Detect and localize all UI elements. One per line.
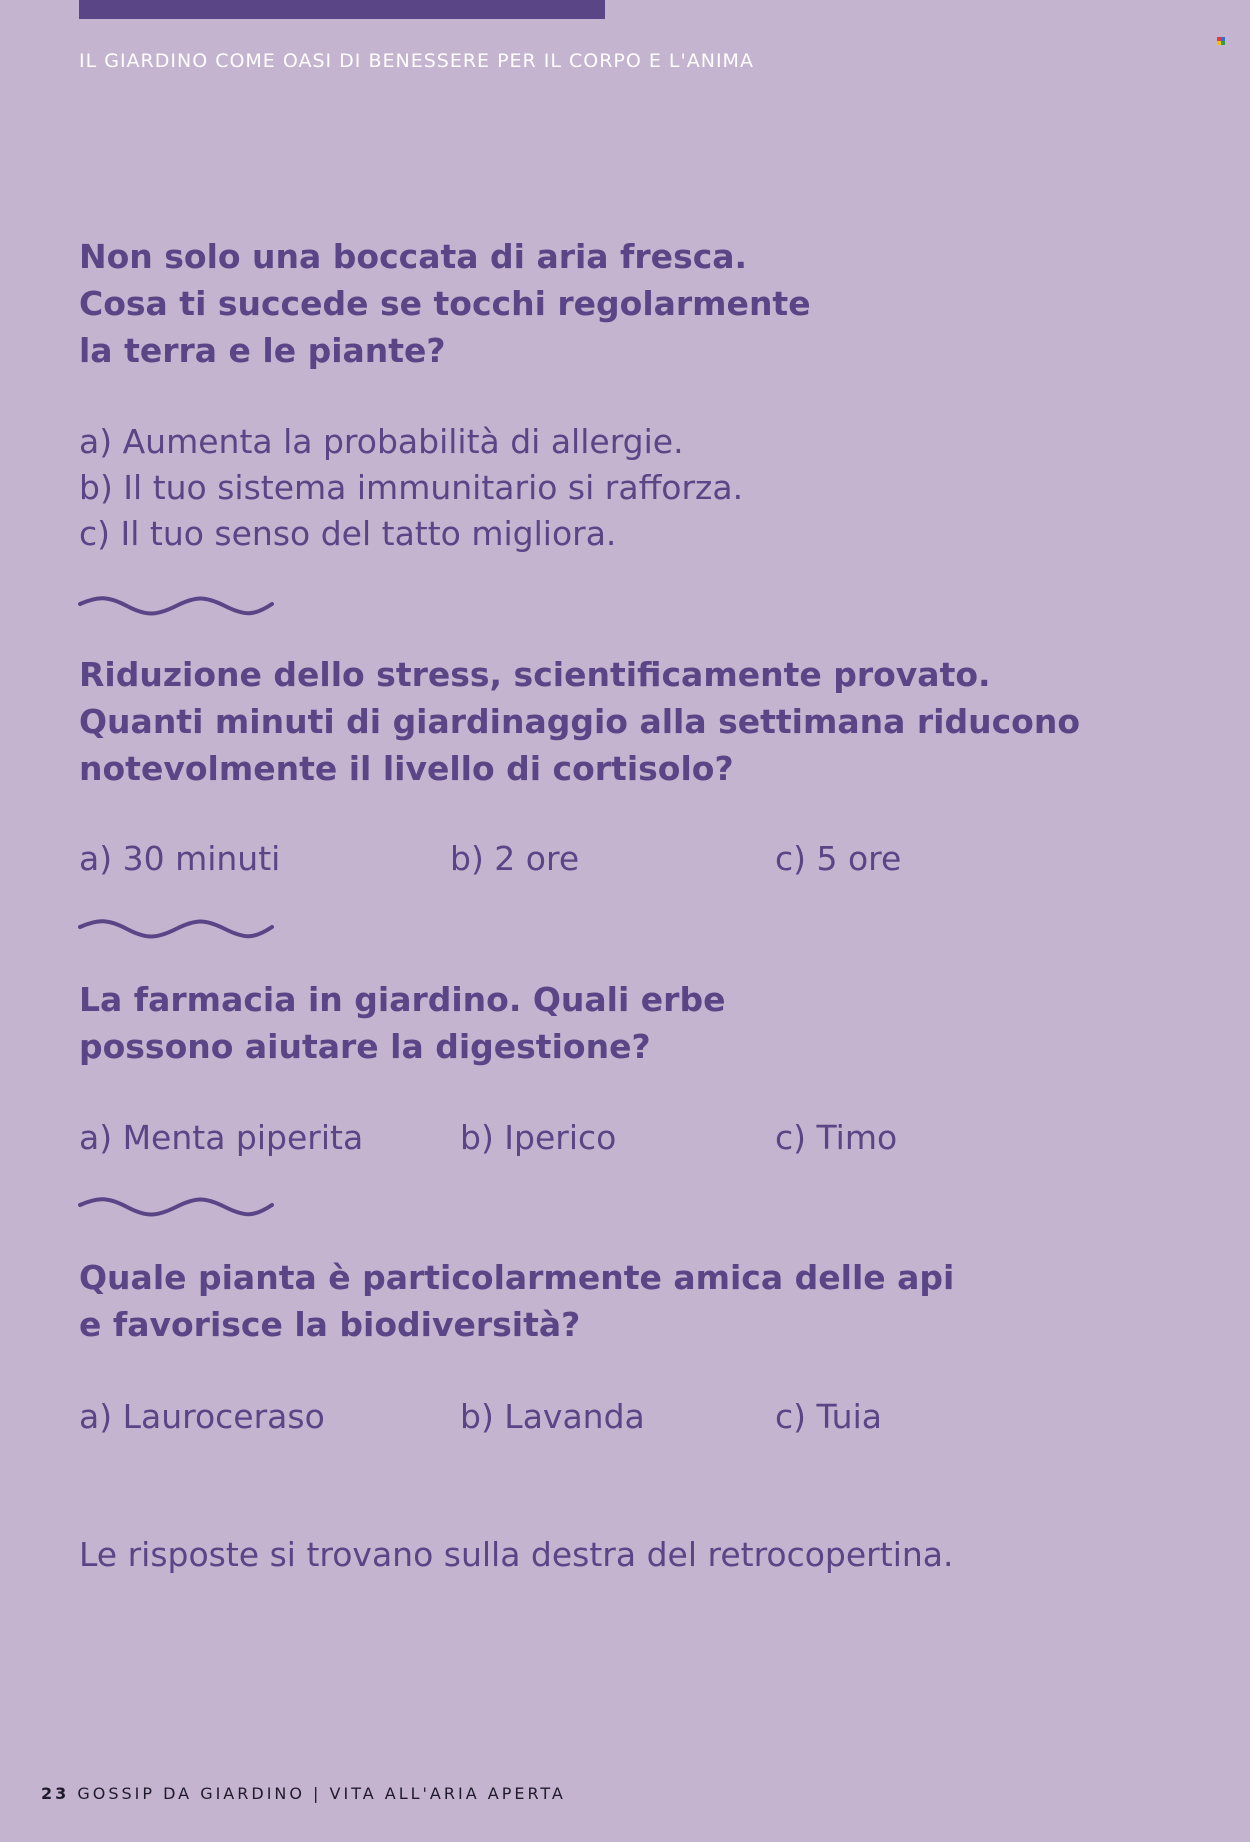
answer-option-b: b) Il tuo sistema immunitario si rafforza. <box>79 468 744 507</box>
question-line: Cosa ti succede se tocchi regolarmente <box>79 284 811 323</box>
question-line: Non solo una boccata di aria fresca. <box>79 237 748 276</box>
question-line: Riduzione dello stress, scientificamente provato. <box>79 655 991 694</box>
answer-option-c: c) Timo <box>775 1118 898 1157</box>
answer-option-a: a) Aumenta la probabilità di allergie. <box>79 422 684 461</box>
answer-option-c: c) Il tuo senso del tatto migliora. <box>79 514 617 553</box>
wave-divider-icon <box>78 596 274 616</box>
answer-option-b: b) 2 ore <box>450 839 580 878</box>
question-line: possono aiutare la digestione? <box>79 1027 651 1066</box>
wave-divider-icon <box>78 1197 274 1217</box>
wave-divider-icon <box>78 919 274 939</box>
question-line: la terra e le piante? <box>79 331 446 370</box>
answer-option-a: a) Menta piperita <box>79 1118 364 1157</box>
answer-option-a: a) 30 minuti <box>79 839 281 878</box>
quiz-question-1 <box>79 233 811 374</box>
answer-option-c: c) 5 ore <box>775 839 902 878</box>
quiz-question-4 <box>79 1254 954 1348</box>
question-line: Quale pianta è particolarmente amica delle api <box>79 1258 955 1297</box>
page-number: 23 <box>41 1784 70 1803</box>
answer-option-a: a) Lauroceraso <box>79 1397 325 1436</box>
page-footer <box>41 1784 566 1803</box>
answers-location-note: Le risposte si trovano sulla destra del retrocopertina. <box>79 1535 954 1574</box>
question-line: notevolmente il livello di cortisolo? <box>79 749 734 788</box>
running-title: GOSSIP DA GIARDINO | VITA ALL'ARIA APERTA <box>77 1784 566 1803</box>
question-line: Quanti minuti di giardinaggio alla settimana riducono <box>79 702 1080 741</box>
top-accent-bar <box>79 0 605 19</box>
quiz-answers-1 <box>79 419 743 557</box>
answer-option-b: b) Lavanda <box>460 1397 645 1436</box>
answer-option-b: b) Iperico <box>460 1118 617 1157</box>
question-line: e favorisce la biodiversità? <box>79 1305 581 1344</box>
answer-option-c: c) Tuia <box>775 1397 882 1436</box>
quiz-question-3 <box>79 976 725 1070</box>
color-registration-mark-icon <box>1217 37 1225 45</box>
section-kicker: IL GIARDINO COME OASI DI BENESSERE PER IL CORPO E L'ANIMA <box>79 50 754 72</box>
quiz-question-2 <box>79 651 1080 792</box>
question-line: La farmacia in giardino. Quali erbe <box>79 980 726 1019</box>
